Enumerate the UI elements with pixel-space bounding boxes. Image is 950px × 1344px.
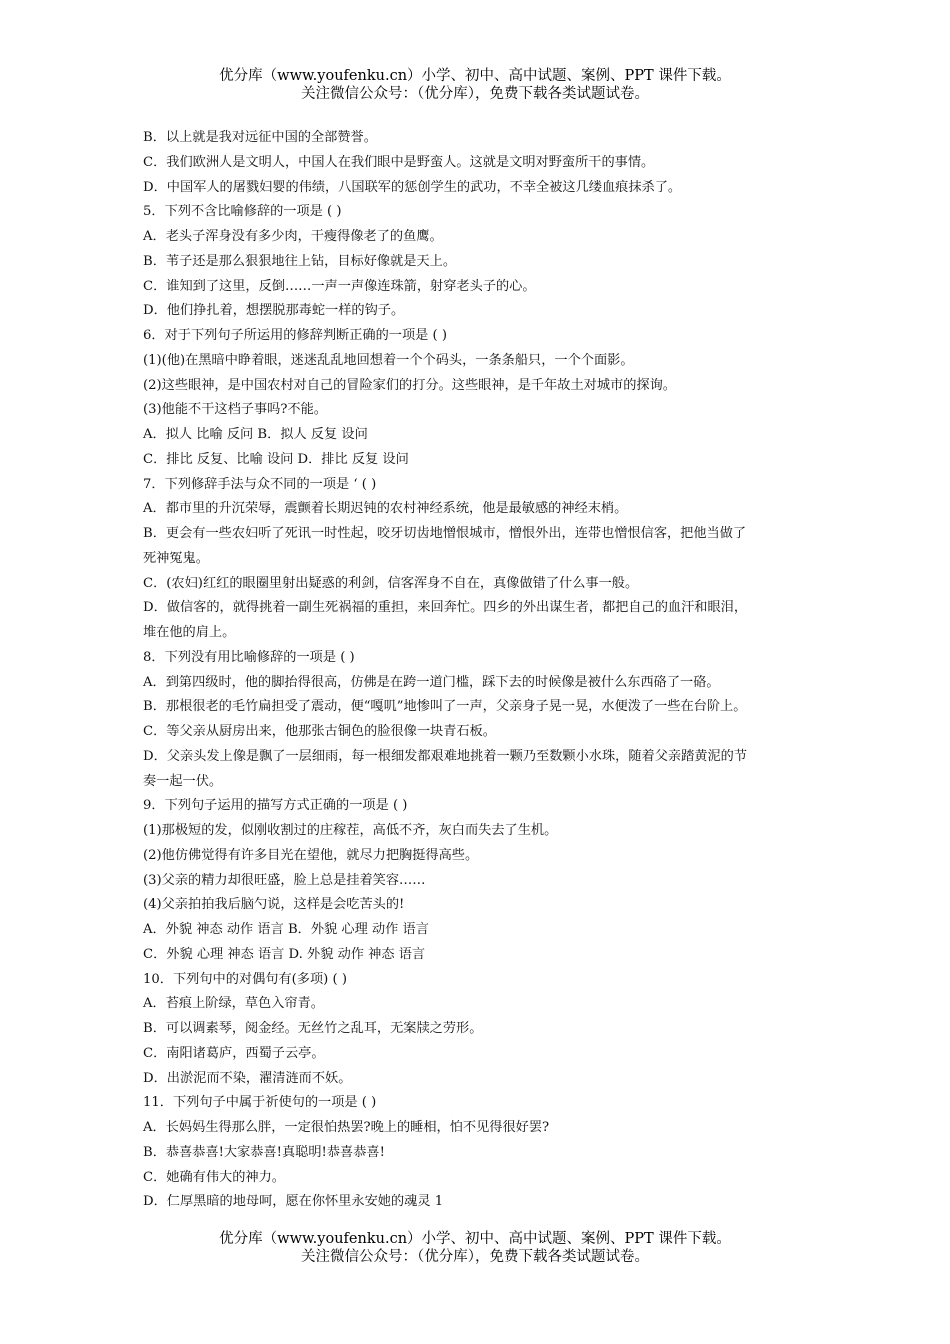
text-line: (3)他能不干这档子事吗?不能。 xyxy=(143,402,327,418)
text-line: A．都市里的升沉荣辱，震颤着长期迟钝的农村神经系统，他是最敏感的神经末梢。 xyxy=(143,501,628,517)
text-line: C．南阳诸葛庐，西蜀子云亭。 xyxy=(143,1045,325,1061)
question-stem: 10．下列句中的对偶句有(多项) ( ) xyxy=(143,971,347,987)
text-line: C．(农妇)红红的眼圈里射出疑惑的利剑，信客浑身不自在，真像做错了什么事一般。 xyxy=(143,575,639,591)
text-line: D．仁厚黑暗的地母呵，愿在你怀里永安她的魂灵 1 xyxy=(143,1194,444,1210)
text-line: B．恭喜恭喜!大家恭喜!真聪明!恭喜恭喜! xyxy=(143,1144,385,1160)
header-line-1: 优分库（www.youfenku.cn）小学、初中、高中试题、案例、PPT 课件下载。 xyxy=(219,68,731,84)
text-line: B．更会有一些农妇听了死讯一时性起，咬牙切齿地憎恨城市，憎恨外出，连带也憎恨信客，把他当做了 xyxy=(143,526,747,541)
question-stem: 8．下列没有用比喻修辞的一项是 ( ) xyxy=(143,649,355,665)
question-stem: 6．对于下列句子所运用的修辞判断正确的一项是 ( ) xyxy=(143,328,447,343)
page-header xyxy=(0,67,950,103)
question-stem: 5．下列不含比喻修辞的一项是 ( ) xyxy=(143,204,342,220)
text-line: B．可以调素琴，阅金经。无丝竹之乱耳，无案牍之劳形。 xyxy=(143,1021,483,1036)
text-line: C．谁知到了这里，反倒……一声一声像连珠箭，射穿老头子的心。 xyxy=(143,278,536,294)
text-line: D．做信客的，就得挑着一副生死祸福的重担，来回奔忙。四乡的外出谋生者，都把自己的血汗和眼泪， xyxy=(143,600,748,616)
text-line: (2)他仿佛觉得有许多目光在望他，就尽力把胸挺得高些。 xyxy=(143,847,479,863)
text-line: B．那根很老的毛竹扁担受了震动，便“嘎叽”地惨叫了一声，父亲身子晃一晃，水便泼了一些在台阶上。 xyxy=(143,699,747,715)
page-footer xyxy=(0,1230,950,1266)
text-line: C．外貌 心理 神态 语言 D. 外貌 动作 神态 语言 xyxy=(143,946,426,962)
document-body xyxy=(143,126,815,1215)
header-line-2: 关注微信公众号：（优分库），免费下载各类试题试卷。 xyxy=(301,86,649,102)
text-line: B．苇子还是那么狠狠地往上钻，目标好像就是天上。 xyxy=(143,253,457,269)
text-line: A．苔痕上阶绿，草色入帘青。 xyxy=(143,996,324,1012)
text-line: C．我们欧洲人是文明人，中国人在我们眼中是野蛮人。这就是文明对野蛮所干的事情。 xyxy=(143,154,655,170)
text-line: D．中国军人的屠戮妇婴的伟绩，八国联军的惩创学生的武功，不幸全被这几缕血痕抹杀了。 xyxy=(143,179,682,195)
text-line: C．她确有伟大的神力。 xyxy=(143,1169,285,1185)
question-stem: 11．下列句子中属于祈使句的一项是 ( ) xyxy=(143,1095,377,1111)
text-line: A．到第四级时，他的脚抬得很高，仿佛是在跨一道门槛，踩下去的时候像是被什么东西硌了一硌。 xyxy=(143,674,720,690)
text-line: D．他们挣扎着，想摆脱那毒蛇一样的钩子。 xyxy=(143,303,405,319)
footer-line-1: 优分库（www.youfenku.cn）小学、初中、高中试题、案例、PPT 课件下载。 xyxy=(219,1231,731,1247)
question-stem: 7．下列修辞手法与众不同的一项是 ‘ ( ) xyxy=(143,476,377,492)
text-line: D．出淤泥而不染，濯清涟而不妖。 xyxy=(143,1070,352,1086)
text-line: B．以上就是我对远征中国的全部赞誉。 xyxy=(143,130,377,145)
text-line: (3)父亲的精力却很旺盛，脸上总是挂着笑容…… xyxy=(143,872,426,888)
text-line: C．等父亲从厨房出来，他那张古铜色的脸很像一块青石板。 xyxy=(143,724,496,739)
text-line: D．父亲头发上像是飘了一层细雨，每一根细发都艰难地挑着一颗乃至数颗小水珠，随着父亲踏黄泥的节 xyxy=(143,748,748,764)
question-stem: 9．下列句子运用的描写方式正确的一项是 ( ) xyxy=(143,798,408,814)
text-line: A．长妈妈生得那么胖，一定很怕热罢?晚上的睡相，怕不见得很好罢? xyxy=(143,1120,550,1135)
text-line: A．外貌 神态 动作 语言 B．外貌 心理 动作 语言 xyxy=(143,922,429,937)
text-line: (1)(他)在黑暗中睁着眼，迷迷乱乱地回想着一个个码头，一条条船只，一个个面影。 xyxy=(143,352,634,368)
text-line: (4)父亲拍拍我后脑勺说，这样是会吃苦头的! xyxy=(143,897,405,913)
text-line: 奏一起一伏。 xyxy=(143,773,223,789)
text-line: C．排比 反复、比喻 设问 D．排比 反复 设问 xyxy=(143,451,409,467)
text-line: (2)这些眼神，是中国农村对自己的冒险家们的打分。这些眼神，是千年故土对城市的探询。 xyxy=(143,377,676,393)
text-line: 死神冤鬼。 xyxy=(143,550,209,566)
text-line: 堆在他的肩上。 xyxy=(143,625,236,640)
text-line: A．老头子浑身没有多少肉，干瘦得像老了的鱼鹰。 xyxy=(143,229,443,244)
text-line: A．拟人 比喻 反问 B．拟人 反复 设问 xyxy=(143,427,368,442)
text-line: (1)那极短的发，似刚收割过的庄稼茬，高低不齐，灰白而失去了生机。 xyxy=(143,823,558,838)
footer-line-2: 关注微信公众号：（优分库），免费下载各类试题试卷。 xyxy=(301,1249,649,1265)
